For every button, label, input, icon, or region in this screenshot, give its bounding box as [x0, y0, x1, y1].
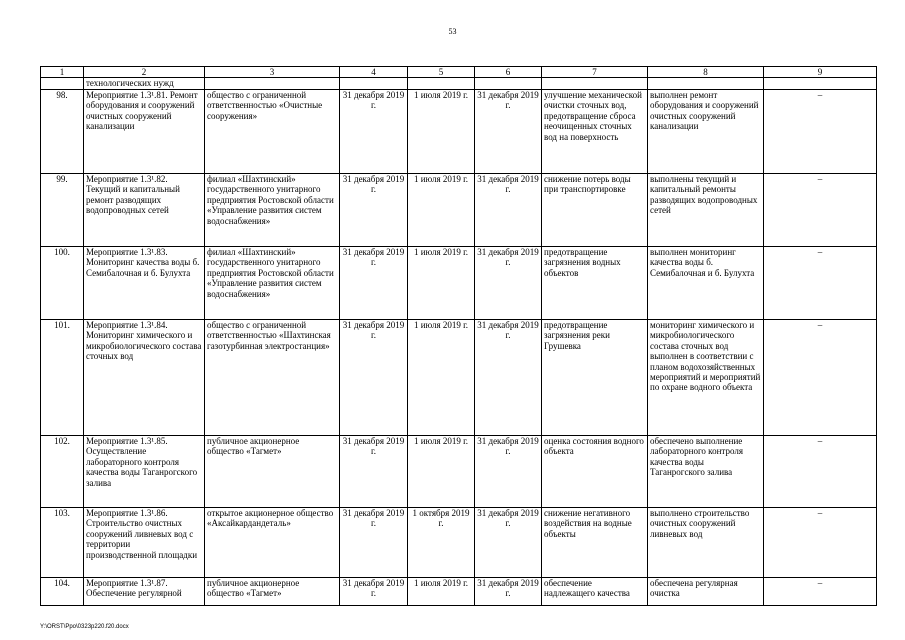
result-cell: обеспечена регулярная очистка — [648, 578, 764, 606]
table-row — [41, 320, 877, 436]
measure-cell: Мероприятие 1.3¹.86. Строительство очистных сооружений ливневых вод с территории производственной площадки — [84, 508, 205, 578]
row-number: 103. — [41, 508, 84, 578]
result-cell: выполнено строительство очистных сооружений ливневых вод — [648, 508, 764, 578]
date-mid-cell: 1 июля 2019 г. — [408, 90, 475, 174]
executor-cell: публичное акционерное общество «Тагмет» — [205, 578, 340, 606]
goal-cell: обеспечение надлежащего качества — [542, 578, 648, 606]
table-row — [41, 508, 877, 578]
result-cell: выполнен мониторинг качества воды б. Семибалочная и б. Булухта — [648, 247, 764, 320]
header-cell: 6 — [475, 67, 542, 78]
date-end-cell: 31 декабря 2019 г. — [475, 247, 542, 320]
result-cell: выполнен ремонт оборудования и сооружений очистных сооружений канализации — [648, 90, 764, 174]
goal-cell: оценка состояния водного объекта — [542, 436, 648, 508]
measure-cell: Мероприятие 1.3¹.82. Текущий и капитальный ремонт разводящих водопроводных сетей — [84, 174, 205, 247]
file-path-footer: Y:\ORST\Ppo\0323p220.f20.docx — [40, 624, 129, 630]
table-row — [41, 90, 877, 174]
note-cell: – — [764, 174, 877, 247]
date-mid-cell: 1 июля 2019 г. — [408, 174, 475, 247]
row-number: 104. — [41, 578, 84, 606]
table-row — [41, 436, 877, 508]
date-start-cell: 31 декабря 2019 г. — [340, 247, 408, 320]
date-start-cell: 31 декабря 2019 г. — [340, 320, 408, 436]
goal-cell: улучшение механической очистки сточных вод, предотвращение сброса неочищенных сточных вод на поверхность — [542, 90, 648, 174]
result-cell: мониторинг химического и микробиологического состава сточных вод выполнен в соответствии с планом водохозяйственных мероприятий и мероприятий по охране водного объекта — [648, 320, 764, 436]
date-end-cell: 31 декабря 2019 г. — [475, 436, 542, 508]
executor-cell: филиал «Шахтинский» государственного унитарного предприятия Ростовской области «Управление развития систем водоснабжения» — [205, 174, 340, 247]
table-row — [41, 578, 877, 606]
date-start-cell: 31 декабря 2019 г. — [340, 578, 408, 606]
row-number: 98. — [41, 90, 84, 174]
note-cell: – — [764, 508, 877, 578]
measure-cell: Мероприятие 1.3¹.84. Мониторинг химического и микробиологического состава сточных вод — [84, 320, 205, 436]
header-cell: 3 — [205, 67, 340, 78]
executor-cell: общество с ограниченной ответственностью «Шахтинская газотурбинная электростанция» — [205, 320, 340, 436]
header-cell: 2 — [84, 67, 205, 78]
measure-cell: Мероприятие 1.3¹.85. Осуществление лабораторного контроля качества воды Таганрогского залива — [84, 436, 205, 508]
date-end-cell: 31 декабря 2019 г. — [475, 90, 542, 174]
date-start-cell: 31 декабря 2019 г. — [340, 436, 408, 508]
date-mid-cell: 1 июля 2019 г. — [408, 436, 475, 508]
goal-cell: снижение потерь воды при транспортировке — [542, 174, 648, 247]
row-number: 102. — [41, 436, 84, 508]
table-row — [41, 247, 877, 320]
result-cell: выполнены текущий и капитальный ремонты разводящих водопроводных сетей — [648, 174, 764, 247]
date-mid-cell: 1 октября 2019 г. — [408, 508, 475, 578]
note-cell: – — [764, 578, 877, 606]
page-number: 53 — [448, 27, 457, 36]
note-cell: – — [764, 247, 877, 320]
date-end-cell: 31 декабря 2019 г. — [475, 174, 542, 247]
goal-cell: снижение негативного воздействия на водные объекты — [542, 508, 648, 578]
goal-cell: предотвращение загрязнения реки Грушевка — [542, 320, 648, 436]
continuation-row — [41, 78, 877, 90]
measure-cell: Мероприятие 1.3¹.83. Мониторинг качества воды б. Семибалочная и б. Булухта — [84, 247, 205, 320]
result-cell: обеспечено выполнение лабораторного контроля качества воды Таганрогского залива — [648, 436, 764, 508]
header-row — [41, 67, 877, 78]
measure-cell: Мероприятие 1.3¹.81. Ремонт оборудования и сооружений очистных сооружений канализации — [84, 90, 205, 174]
continuation-cell: технологических нужд — [84, 78, 205, 90]
goal-cell: предотвращение загрязнения водных объектов — [542, 247, 648, 320]
date-mid-cell: 1 июля 2019 г. — [408, 247, 475, 320]
note-cell: – — [764, 90, 877, 174]
row-number: 101. — [41, 320, 84, 436]
table-row — [41, 174, 877, 247]
date-end-cell: 31 декабря 2019 г. — [475, 578, 542, 606]
date-start-cell: 31 декабря 2019 г. — [340, 90, 408, 174]
date-mid-cell: 1 июля 2019 г. — [408, 578, 475, 606]
date-start-cell: 31 декабря 2019 г. — [340, 174, 408, 247]
date-end-cell: 31 декабря 2019 г. — [475, 508, 542, 578]
measures-table — [40, 66, 877, 606]
date-mid-cell: 1 июля 2019 г. — [408, 320, 475, 436]
header-cell: 7 — [542, 67, 648, 78]
header-cell: 9 — [764, 67, 877, 78]
row-number: 100. — [41, 247, 84, 320]
executor-cell: общество с ограниченной ответственностью «Очистные сооружения» — [205, 90, 340, 174]
header-cell: 4 — [340, 67, 408, 78]
row-number: 99. — [41, 174, 84, 247]
date-start-cell: 31 декабря 2019 г. — [340, 508, 408, 578]
header-cell: 1 — [41, 67, 84, 78]
measure-cell: Мероприятие 1.3¹.87. Обеспечение регулярной — [84, 578, 205, 606]
executor-cell: открытое акционерное общество «Аксайкардандеталь» — [205, 508, 340, 578]
header-cell: 5 — [408, 67, 475, 78]
header-cell: 8 — [648, 67, 764, 78]
executor-cell: филиал «Шахтинский» государственного унитарного предприятия Ростовской области «Управление развития систем водоснабжения» — [205, 247, 340, 320]
note-cell: – — [764, 436, 877, 508]
date-end-cell: 31 декабря 2019 г. — [475, 320, 542, 436]
note-cell: – — [764, 320, 877, 436]
executor-cell: публичное акционерное общество «Тагмет» — [205, 436, 340, 508]
